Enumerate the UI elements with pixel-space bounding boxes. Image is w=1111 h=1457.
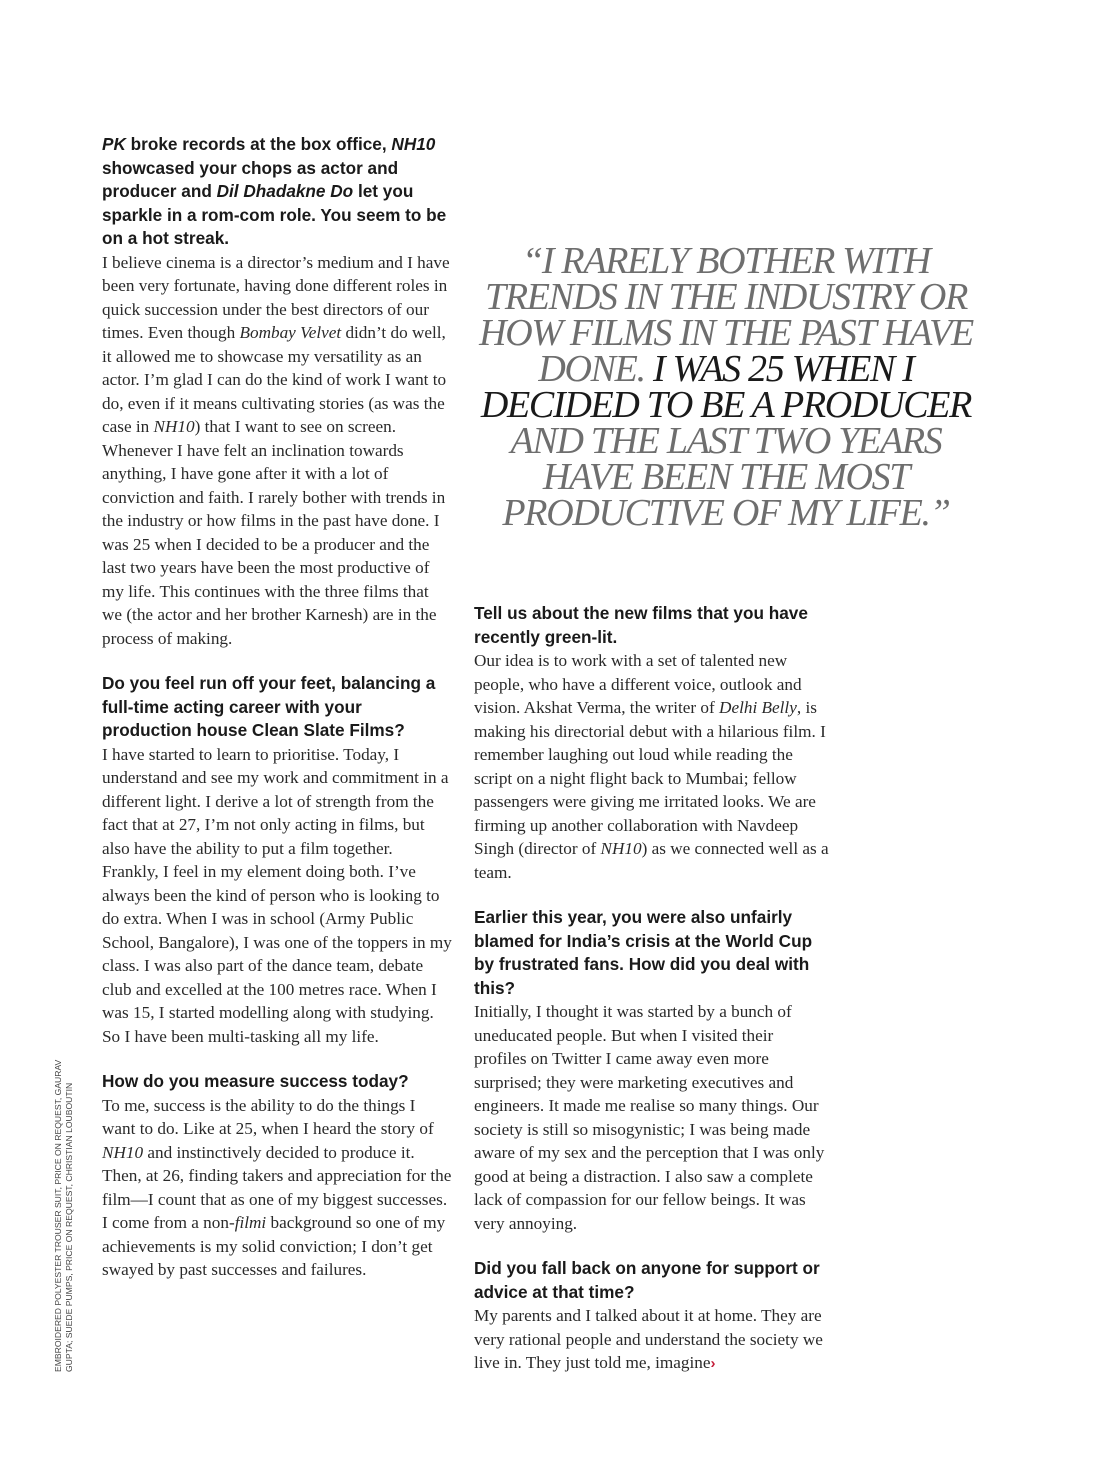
film-title: PK: [102, 134, 126, 154]
question-1: [102, 133, 452, 251]
question-3: How do you measure success today?: [102, 1071, 409, 1091]
answer-text: ) as we connected well as a team.: [474, 839, 829, 882]
answer-text: , is making his directorial debut with a hilarious film. I remember laughing out loud while reading the script on a night flight back to Mumbai; fellow passengers were giving me irritated looks. We are firming up another collaboration with Navdeep Singh (director of: [474, 698, 826, 858]
pull-quote: [470, 240, 982, 534]
answer-1: [102, 251, 452, 651]
pull-quote-highlight: I WAS 25 WHEN I DECIDED TO BE A PRODUCER: [480, 348, 972, 426]
answer-2: I have started to learn to prioritise. Today, I understand and see my work and commitment in a different light. I derive a lot of strength from the fact that at 27, I’m not only acting in films, but also have the ability to put a film together. Frankly, I feel in my element doing both. I’ve always been the kind of person who is looking to do extra. When I was in school (Army Public School, Bangalore), I was one of the toppers in my class. I was also part of the dance team, debate club and excelled at the 100 metres race. When I was 15, I started modelling along with studying. So I have been multi-tasking all my life.: [102, 744, 452, 1046]
fashion-credit: EMBROIDERED POLYESTER TROUSER SUIT, PRICE ON REQUEST, GAURAV GUPTA; SUEDE PUMPS, PRICE ON REQUEST, CHRISTIAN LOUBOUTIN: [53, 1059, 74, 1372]
film-title: Delhi Belly: [719, 698, 797, 717]
answer-text: To me, success is the ability to do the things I want to do. Like at 25, when I heard the story of: [102, 1095, 434, 1138]
answer-text: and instinctively decided to produce it. Then, at 26, finding takers and appreciation for the film—I count that as one of my biggest successes. I come from a non-: [102, 1142, 452, 1232]
pull-quote-text: AND THE LAST TWO YEARS HAVE BEEN THE MOST PRODUCTIVE OF MY LIFE.”: [502, 420, 950, 534]
question-text: let you sparkle in a rom-com role. You seem to be on a hot streak.: [102, 181, 447, 248]
question-text: showcased your chops as actor and producer and: [102, 157, 399, 201]
answer-5: Initially, I thought it was started by a bunch of uneducated people. But when I visited their profiles on Twitter I came away even more surprised; they were marketing executives and engineers. It made me realise so many things. Our society is still so misogynistic; I was being made aware of my sex and the perception that I was only good at being a distraction. I also saw a complete lack of compassion for our fellow beings. It was very annoying.: [474, 1002, 825, 1233]
continue-arrow-icon: ›: [710, 1355, 716, 1372]
film-title: Bombay Velvet: [239, 323, 342, 342]
film-title: NH10: [102, 1142, 144, 1162]
answer-text: ) that I want to see on screen. Whenever I have felt an inclination towards anything, I have gone after it with a lot of conviction and faith. I rarely bother with trends in the industry or how films in the past have done. I was 25 when I decided to be a producer and the last two years have been the most productive of my life. This continues with the three films that we (the actor and her brother Karnesh) are in the process of making.: [102, 417, 446, 648]
question-4: Tell us about the new films that you have recently green-lit.: [474, 603, 808, 647]
answer-text: background so one of my achievements is my solid conviction; I don’t get swayed by past successes and failures.: [102, 1213, 446, 1279]
answer-3: [102, 1094, 452, 1282]
question-6: Did you fall back on anyone for support or advice at that time?: [474, 1258, 820, 1302]
answer-text: My parents and I talked about it at home. They are very rational people and understand the society we live in. They just told me, imagine: [474, 1306, 823, 1372]
question-5: Earlier this year, you were also unfairly blamed for India’s crisis at the World Cup by frustrated fans. How did you deal with this?: [474, 907, 813, 998]
pull-quote-text: “I RARELY BOTHER WITH TRENDS IN THE INDUSTRY OR HOW FILMS IN THE PAST HAVE DONE.: [479, 240, 973, 390]
film-title: Dil Dhadakne Do: [216, 181, 354, 201]
italic-word: filmi: [234, 1213, 267, 1232]
question-text: broke records at the box office,: [125, 134, 392, 154]
answer-4: [474, 649, 829, 884]
answer-6: [474, 1304, 829, 1376]
film-title: NH10: [153, 417, 195, 436]
film-title: NH10: [391, 134, 436, 154]
answer-text: I believe cinema is a director’s medium and I have been very fortunate, having done different roles in quick succession under the best directors of our times. Even though: [102, 252, 450, 342]
film-title: NH10: [600, 839, 642, 858]
right-column: [474, 602, 829, 1398]
left-column: [102, 133, 452, 1304]
question-2: Do you feel run off your feet, balancing a full-time acting career with your production house Clean Slate Films?: [102, 673, 436, 740]
answer-text: didn’t do well, it allowed me to showcase my versatility as an actor. I’m glad I can do the kind of work I want to do, even if it means cultivating stories (as was the case in: [102, 323, 447, 436]
answer-text: Our idea is to work with a set of talented new people, who have a different voice, outlook and vision. Akshat Verma, the writer of: [474, 651, 802, 717]
